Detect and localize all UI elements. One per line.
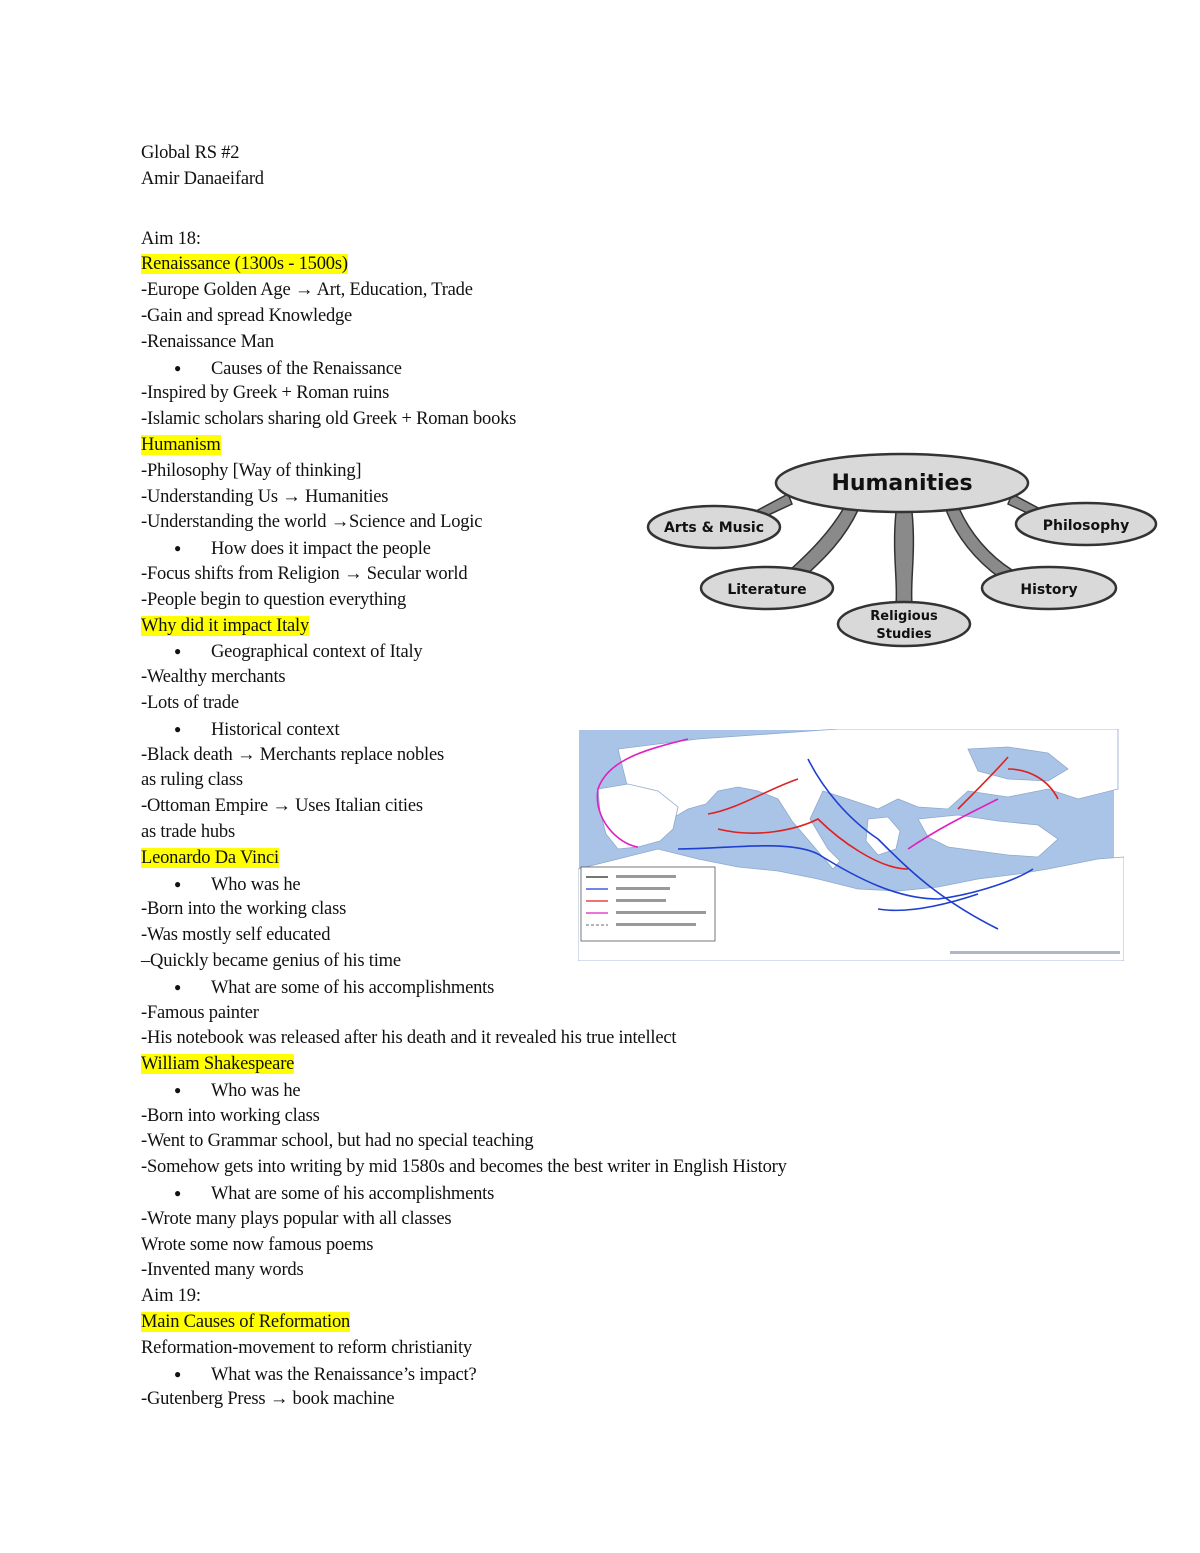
bullet-text: What are some of his accomplishments [211, 977, 495, 998]
connector-history [946, 506, 1012, 578]
bullet-icon: ● [174, 644, 182, 659]
highlighted-text: Renaissance (1300s - 1500s) [141, 254, 348, 275]
bullet-text: Historical context [211, 719, 340, 740]
note-line: -Ottoman Empire → Uses Italian cities [141, 796, 423, 817]
note-line: -Went to Grammar school, but had no special teaching [141, 1131, 534, 1152]
highlighted-text: Main Causes of Reformation [141, 1312, 351, 1333]
connector-literature [790, 506, 858, 576]
note-line: -Famous painter [141, 1002, 259, 1023]
note-line: -Lots of trade [141, 692, 239, 713]
legend-text-4 [616, 911, 706, 914]
legend-text-3 [616, 899, 666, 902]
note-line: -Philosophy [Way of thinking] [141, 460, 362, 481]
philosophy-label: Philosophy [1042, 518, 1130, 534]
note-line: -People begin to question everything [141, 589, 407, 610]
note-line: -Renaissance Man [141, 331, 274, 352]
note-line: -Focus shifts from Religion → Secular world [141, 563, 468, 584]
bullet-icon: ● [174, 876, 182, 891]
note-line: -Born into the working class [141, 899, 347, 920]
note-line: -Gain and spread Knowledge [141, 305, 353, 326]
religious-label-line1: Religious [870, 609, 938, 624]
note-line: -Understanding the world →Science and Logic [141, 512, 483, 533]
section-heading [141, 1310, 901, 1336]
bullet-item [141, 1362, 901, 1388]
bullet-icon: ● [174, 360, 182, 375]
note-line: -Inspired by Greek + Roman ruins [141, 383, 390, 404]
bullet-item [141, 975, 901, 1001]
bullet-text: How does it impact the people [211, 539, 431, 560]
bullet-icon: ● [174, 721, 182, 736]
map-legend [581, 867, 715, 941]
bullet-icon: ● [174, 1366, 182, 1381]
legend-text-2 [616, 887, 670, 890]
literature-label: Literature [727, 582, 807, 598]
bullet-icon: ● [174, 1082, 182, 1097]
legend-text-1 [616, 875, 676, 878]
note-line: -His notebook was released after his death and it revealed his true intellect [141, 1028, 677, 1049]
section-heading [141, 252, 901, 278]
trade-routes-map [578, 729, 1124, 961]
map-credit-line [950, 951, 1120, 954]
bullet-item [141, 1078, 901, 1104]
note-line: -Wrote many plays popular with all classes [141, 1208, 452, 1229]
note-line: -Islamic scholars sharing old Greek + Roman books [141, 409, 517, 430]
note-line: Aim 19: [141, 1286, 201, 1307]
connector-religious [895, 512, 914, 604]
note-line: Aim 18: [141, 228, 201, 249]
bullet-icon: ● [174, 1186, 182, 1201]
note-line: as trade hubs [141, 821, 235, 842]
center-label: Humanities [831, 471, 973, 496]
bullet-text: Geographical context of Italy [211, 642, 423, 663]
bullet-icon: ● [174, 541, 182, 556]
note-line: -Invented many words [141, 1260, 304, 1281]
note-line: –Quickly became genius of his time [141, 950, 401, 971]
bullet-text: Who was he [211, 1080, 301, 1101]
note-line: -Europe Golden Age → Art, Education, Trade [141, 280, 473, 301]
course-title: Global RS #2 [141, 143, 240, 163]
highlighted-text: William Shakespeare [141, 1054, 295, 1075]
history-label: History [1020, 582, 1078, 598]
legend-text-5 [616, 923, 696, 926]
section-heading [141, 1052, 901, 1078]
author-name: Amir Danaeifard [141, 168, 264, 189]
note-line: -Was mostly self educated [141, 925, 331, 946]
highlighted-text: Humanism [141, 434, 221, 455]
note-line: as ruling class [141, 770, 243, 791]
humanities-diagram [640, 452, 1162, 648]
note-line: -Born into working class [141, 1105, 320, 1126]
bullet-text: What was the Renaissance’s impact? [211, 1364, 477, 1385]
note-line: -Wealthy merchants [141, 667, 286, 688]
legend-box [581, 867, 715, 941]
note-line: Reformation-movement to reform christianity [141, 1337, 472, 1358]
note-line: -Gutenberg Press → book machine [141, 1389, 395, 1410]
note-line: -Somehow gets into writing by mid 1580s and becomes the best writer in English History [141, 1157, 787, 1178]
bullet-item [141, 1181, 901, 1207]
highlighted-text: Leonardo Da Vinci [141, 847, 279, 868]
bullet-item [141, 356, 901, 382]
spacer [141, 193, 901, 227]
note-line: Wrote some now famous poems [141, 1234, 374, 1255]
religious-label-line2: Studies [876, 627, 932, 642]
highlighted-text: Why did it impact Italy [141, 615, 310, 636]
bullet-icon: ● [174, 979, 182, 994]
note-line: -Black death → Merchants replace nobles [141, 744, 444, 765]
bullet-text: What are some of his accomplishments [211, 1184, 495, 1205]
bullet-text: Who was he [211, 874, 301, 895]
arts-label: Arts & Music [663, 520, 765, 536]
note-line: -Understanding Us → Humanities [141, 486, 389, 507]
bullet-text: Causes of the Renaissance [211, 358, 402, 379]
